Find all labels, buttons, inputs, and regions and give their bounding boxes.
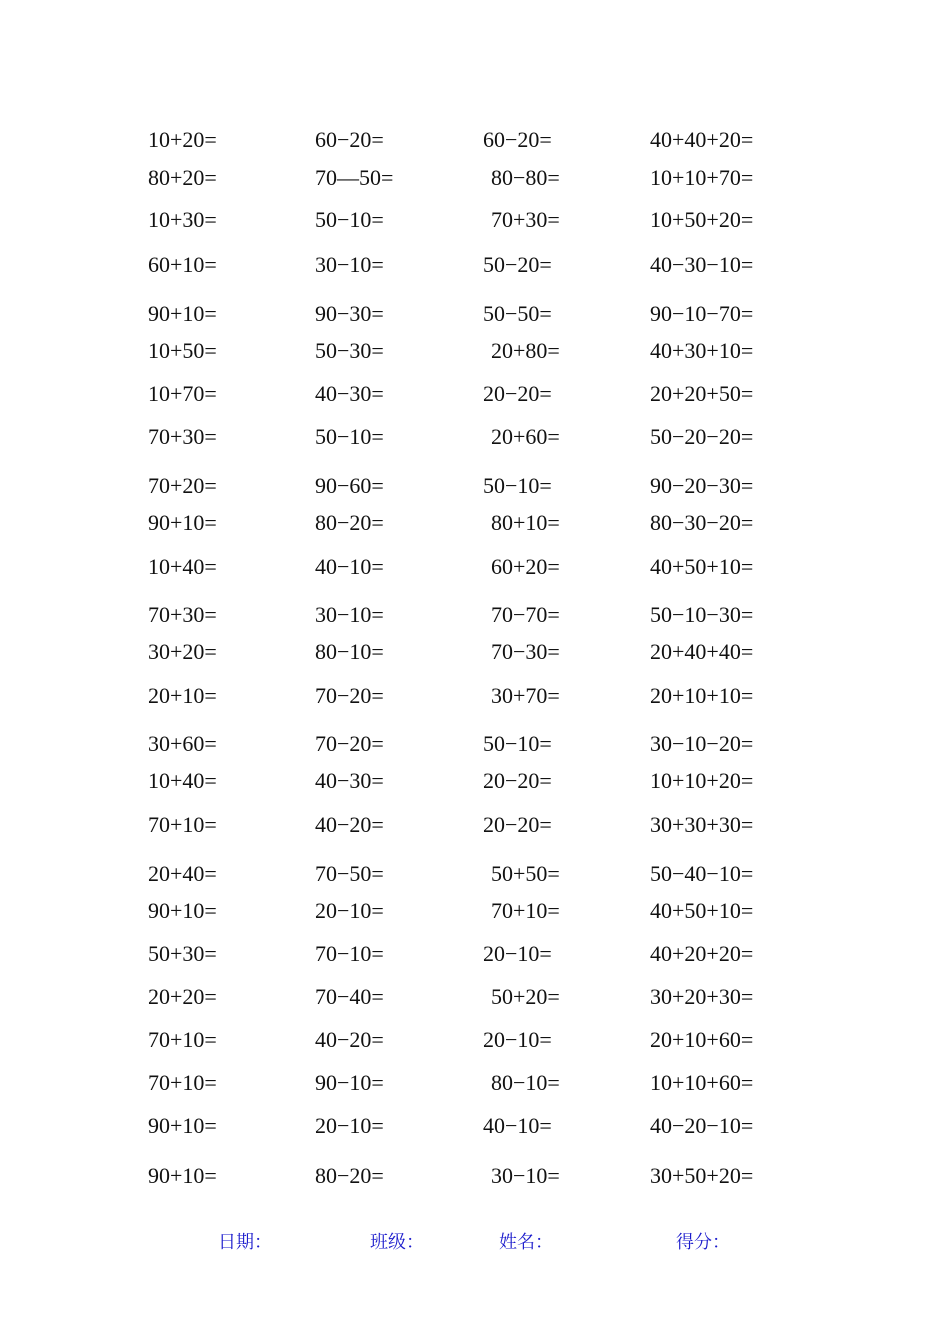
problem: 80−20= (315, 1163, 384, 1188)
problem: 20−20= (483, 812, 552, 837)
problem: 90+10= (148, 1113, 217, 1138)
problem: 90+10= (148, 898, 217, 923)
problem: 40−20= (315, 1027, 384, 1052)
problem: 80−10= (315, 639, 384, 664)
problem: 10+10+70= (650, 165, 754, 190)
problem: 50−30= (315, 338, 384, 363)
problem: 50−10= (315, 424, 384, 449)
problem: 40+50+10= (650, 554, 754, 579)
problem-row (0, 982, 950, 1012)
score-label: 得分： (676, 1232, 730, 1253)
problem: 10+40= (148, 554, 217, 579)
problem: 20+10+60= (650, 1027, 754, 1052)
problem: 40−10= (483, 1113, 552, 1138)
problem: 40+50+10= (650, 898, 754, 923)
problem: 30−10= (315, 602, 384, 627)
problem: 10+10+60= (650, 1070, 754, 1095)
problem: 30+70= (491, 683, 560, 708)
problem-row (0, 939, 950, 969)
problem: 80+10= (491, 510, 560, 535)
problem-row (0, 766, 950, 796)
problem: 20−10= (315, 898, 384, 923)
problem: 70+30= (491, 207, 560, 232)
name-label: 姓名： (499, 1232, 553, 1253)
problem: 70+30= (148, 424, 217, 449)
problem: 70+20= (148, 473, 217, 498)
problem: 40−20= (315, 812, 384, 837)
problem: 70−20= (315, 731, 384, 756)
problem: 50−20= (483, 252, 552, 277)
problem: 50+20= (491, 984, 560, 1009)
problem: 90−20−30= (650, 473, 754, 498)
problem: 50−10= (483, 473, 552, 498)
problem: 10+70= (148, 381, 217, 406)
problem: 40−30−10= (650, 252, 754, 277)
problem: 70−20= (315, 683, 384, 708)
problem: 60+10= (148, 252, 217, 277)
problem: 70+10= (148, 1027, 217, 1052)
problem-row (0, 681, 950, 711)
problem: 80−30−20= (650, 510, 754, 535)
problem: 50−10= (483, 731, 552, 756)
problem: 10+10+20= (650, 768, 754, 793)
problem: 50−10= (315, 207, 384, 232)
problem: 90−30= (315, 301, 384, 326)
problem: 50−10−30= (650, 602, 754, 627)
problem: 10+50= (148, 338, 217, 363)
problem: 70+10= (491, 898, 560, 923)
class-label: 班级： (370, 1232, 424, 1253)
problem: 10+20= (148, 127, 217, 152)
problem: 30+20= (148, 639, 217, 664)
problem: 70+30= (148, 602, 217, 627)
problem-row (0, 205, 950, 235)
problem: 70−70= (491, 602, 560, 627)
problem: 40−30= (315, 768, 384, 793)
problem: 70−40= (315, 984, 384, 1009)
problem: 90−60= (315, 473, 384, 498)
problem: 20−10= (315, 1113, 384, 1138)
problem: 50−50= (483, 301, 552, 326)
problem-row (0, 508, 950, 538)
problem-row (0, 859, 950, 889)
problem: 20−10= (483, 941, 552, 966)
problem: 20+20= (148, 984, 217, 1009)
problem-row (0, 552, 950, 582)
problem: 80−80= (491, 165, 560, 190)
problem-row (0, 250, 950, 280)
problem: 70−10= (315, 941, 384, 966)
problem: 50+50= (491, 861, 560, 886)
problem: 10+30= (148, 207, 217, 232)
problem: 40+40+20= (650, 127, 754, 152)
date-label: 日期： (218, 1232, 272, 1253)
problem: 60+20= (491, 554, 560, 579)
problem-row (0, 600, 950, 630)
worksheet-footer (0, 1228, 950, 1258)
problem: 20+60= (491, 424, 560, 449)
problem: 90+10= (148, 1163, 217, 1188)
problem: 40+20+20= (650, 941, 754, 966)
problem: 20+10= (148, 683, 217, 708)
problem: 30−10−20= (650, 731, 754, 756)
problem: 90−10−70= (650, 301, 754, 326)
problem: 70—50= (315, 165, 394, 190)
problem: 40+30+10= (650, 338, 754, 363)
problem: 10+50+20= (650, 207, 754, 232)
problem: 50−40−10= (650, 861, 754, 886)
problem-row (0, 637, 950, 667)
problem-row (0, 336, 950, 366)
problem-row (0, 1111, 950, 1141)
problem: 90+10= (148, 301, 217, 326)
problem: 70−50= (315, 861, 384, 886)
problem: 20+40+40= (650, 639, 754, 664)
problem: 50+30= (148, 941, 217, 966)
problem: 90−10= (315, 1070, 384, 1095)
problem: 40−10= (315, 554, 384, 579)
problem-row (0, 299, 950, 329)
problem: 40−30= (315, 381, 384, 406)
problem: 80−10= (491, 1070, 560, 1095)
problem: 40−20−10= (650, 1113, 754, 1138)
problem: 30−10= (491, 1163, 560, 1188)
problem: 70+10= (148, 812, 217, 837)
problem-row (0, 379, 950, 409)
problem: 30+50+20= (650, 1163, 754, 1188)
problem: 60−20= (315, 127, 384, 152)
problem: 20+40= (148, 861, 217, 886)
problem: 20+80= (491, 338, 560, 363)
problem: 80+20= (148, 165, 217, 190)
problem: 80−20= (315, 510, 384, 535)
problem-row (0, 896, 950, 926)
problem: 10+40= (148, 768, 217, 793)
problem: 50−20−20= (650, 424, 754, 449)
problem: 90+10= (148, 510, 217, 535)
problem: 20+20+50= (650, 381, 754, 406)
problem: 30+20+30= (650, 984, 754, 1009)
problem-row (0, 163, 950, 193)
problem-row (0, 1068, 950, 1098)
problem: 30+60= (148, 731, 217, 756)
problem-row (0, 471, 950, 501)
problem-row (0, 729, 950, 759)
problem-row (0, 125, 950, 155)
problem: 20−10= (483, 1027, 552, 1052)
problem-row (0, 422, 950, 452)
problem-row (0, 810, 950, 840)
problem: 20−20= (483, 381, 552, 406)
problem: 60−20= (483, 127, 552, 152)
problem: 20−20= (483, 768, 552, 793)
problem: 20+10+10= (650, 683, 754, 708)
problem-row (0, 1025, 950, 1055)
problem: 30−10= (315, 252, 384, 277)
problem: 70−30= (491, 639, 560, 664)
problem: 70+10= (148, 1070, 217, 1095)
problem-row (0, 1161, 950, 1191)
problem: 30+30+30= (650, 812, 754, 837)
